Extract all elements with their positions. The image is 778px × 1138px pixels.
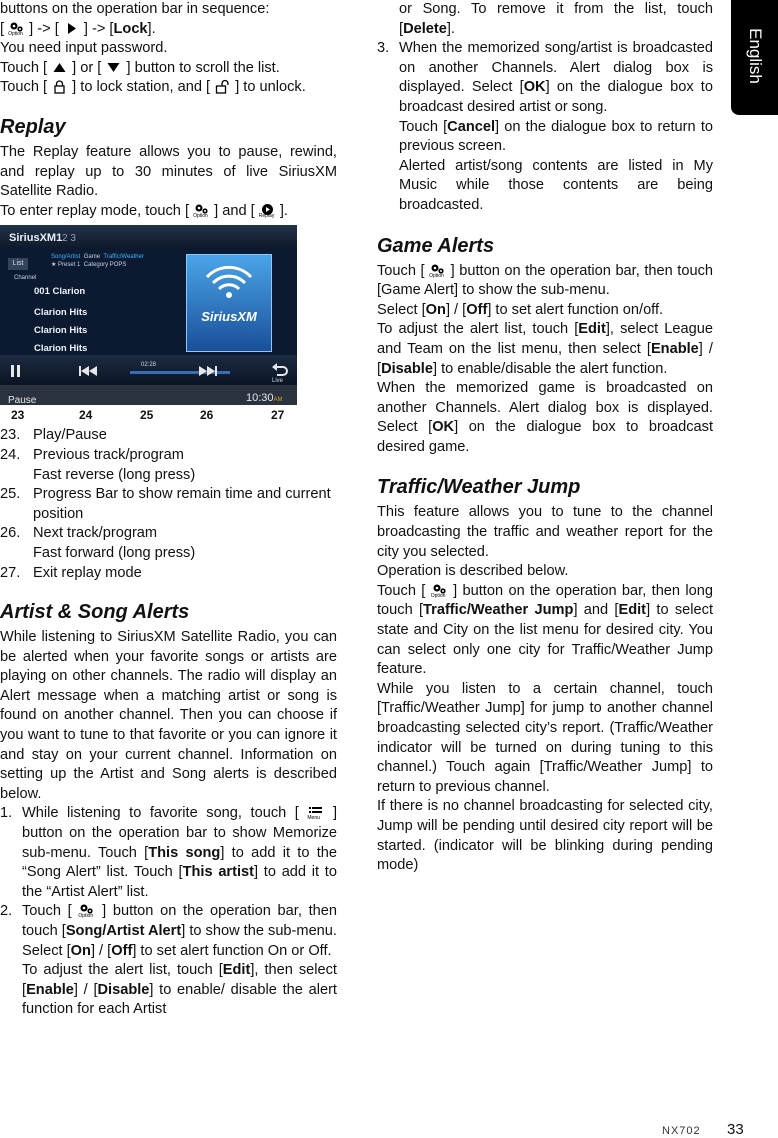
signal-icon <box>187 255 271 305</box>
arrow-right-icon <box>64 21 79 36</box>
traffic-p1: This feature allows you to tune to the channel broadcasting the traffic and weather report for the city you selected. <box>377 504 713 560</box>
screen-row: Clarion Hits <box>34 307 88 319</box>
option-icon: Option <box>9 21 24 36</box>
pause-icon <box>10 364 22 378</box>
replay-legend <box>0 426 337 583</box>
right-column <box>377 0 713 876</box>
screen-title: SiriusXM1 <box>9 232 63 245</box>
triangle-up-icon <box>52 60 67 75</box>
menu-icon: Menu <box>308 805 323 820</box>
option-icon: Option <box>79 903 94 918</box>
alerts-description: While listening to SiriusXM Satellite Radio, you can be alerted when your favorite songs or artists are playing on other channels. The radio will display an Alert message when a matching artist or song is found on another channel. Then you can choose if you want to tune to that favorite or you can ignore it and stay on your current channel. Information on setting up the Artist and Song alerts is described below. <box>0 629 337 802</box>
unlock-icon <box>215 79 230 94</box>
game-alerts-p3: To adjust the alert list, touch [Edit], select League and Team on the list menu, then select [Enable] / [Disable] to enable/disable the alert function. <box>377 321 713 377</box>
traffic-p3: Touch [ Option ] button on the operation bar, then long touch [Traffic/Weather Jump] and [Edit] to select state and City on the list menu for desired city. You can select only one city for Traffic/Weather Jump feature. <box>377 582 713 678</box>
triangle-down-icon <box>106 60 121 75</box>
replay-screen-image <box>0 225 297 405</box>
screen-channels: 2 3 <box>62 233 76 245</box>
alerts-mymusic-line: Alerted artist/song contents are listed in My Music while those contents are being broadcasted. <box>399 157 713 213</box>
replay-icon: Replay <box>260 203 275 218</box>
language-tab <box>731 0 778 115</box>
option-icon: Option <box>432 583 447 598</box>
legend-item: 25. Progress Bar to show remain time and current position <box>0 486 331 522</box>
game-alerts-p1: Touch [ Option ] button on the operation bar, then touch [Game Alert] to show the sub-menu. <box>377 262 713 299</box>
replay-description: The Replay feature allows you to pause, rewind, and replay up to 30 minutes of live SiriusXM Satellite Radio. <box>0 143 337 200</box>
callout-24: 24 <box>79 408 93 423</box>
replay-enter-line: To enter replay mode, touch [ Option ] and [ Replay ]. <box>0 202 288 219</box>
legend-item: 26. Next track/program Fast forward (long press) <box>0 525 196 561</box>
screen-list-button: List <box>8 258 28 270</box>
traffic-p5: If there is no channel broadcasting for selected city, Jump will be pending until desired city report will be started. (indicator will be blinking during pending mode) <box>377 798 713 874</box>
traffic-heading: Traffic/Weather Jump <box>377 476 581 499</box>
alerts-step-1: 1. While listening to favorite song, touch [ Menu ] button on the operation bar to show Memorize sub-menu. Touch [This song] to add it to the “Song Alert” list. Touch [This artist] to add it to the “Artist Alert” list. <box>0 805 337 900</box>
alerts-heading: Artist & Song Alerts <box>0 601 190 624</box>
alerts-select-line: Select [On] / [Off] to set alert function On or Off. <box>22 942 332 959</box>
game-alerts-heading: Game Alerts <box>377 234 495 257</box>
live-label: Live <box>272 378 284 385</box>
screen-meta: Song/Artist Game Traffic/Weather ★ Preset 1 Category POPS <box>51 254 144 269</box>
lock-icon <box>52 79 67 94</box>
exit-replay-icon <box>271 362 289 376</box>
alerts-delete-line: or Song. To remove it from the list, touch [Delete]. <box>399 1 713 37</box>
screen-row: 001 Clarion <box>34 286 86 298</box>
siriusxm-logo: SiriusXM <box>186 254 272 352</box>
scroll-line: Touch [ ] or [ ] button to scroll the list. <box>0 59 280 76</box>
screen-row: Clarion Hits <box>34 325 88 337</box>
alerts-cancel-line: Touch [Cancel] on the dialogue box to return to previous screen. <box>399 118 713 155</box>
previous-track-icon <box>78 365 98 377</box>
page-number: 33 <box>727 1121 744 1138</box>
model-name: NX702 <box>662 1125 701 1137</box>
callout-27: 27 <box>271 408 285 423</box>
replay-heading: Replay <box>0 115 66 138</box>
alerts-step-2: 2. Touch [ Option ] button on the operation bar, then touch [Song/Artist Alert] to show the sub-menu. <box>0 903 337 939</box>
left-column <box>0 0 337 1020</box>
game-alerts-p2: Select [On] / [Off] to set alert function on/off. <box>377 301 664 318</box>
alerts-step-3: 3. When the memorized song/artist is broadcasted on another Channels. Alert dialog box is displayed. Select [OK] on the dialogue box to broadcast desired artist or song. <box>377 40 713 115</box>
option-icon: Option <box>194 203 209 218</box>
screen-row: Clarion Hits <box>34 343 88 355</box>
clock: 10:30AM <box>246 392 283 405</box>
traffic-p4: While you listen to a certain channel, touch [Traffic/Weather Jump] for jump to another channel broadcasting selected city’s report. (Traffic/Weather indicator will be turned on during tuning to this channel.) Touch again [Traffic/Weather Jump] to return to previous channel. <box>377 680 713 795</box>
callout-25: 25 <box>140 408 154 423</box>
alerts-adjust-line: To adjust the alert list, touch [Edit], then select [Enable] / [Disable] to enable/ disable the alert function for each Artist <box>22 962 337 1018</box>
option-icon: Option <box>430 263 445 278</box>
lock-line: Touch [ ] to lock station, and [ ] to unlock. <box>0 79 306 96</box>
legend-item: 27. Exit replay mode <box>0 564 142 581</box>
pause-status: Pause <box>8 395 37 406</box>
progress-time: 02:28 <box>141 362 157 369</box>
intro-line: buttons on the operation bar in sequence: <box>0 1 270 17</box>
callout-26: 26 <box>200 408 214 423</box>
language-tab-label: English <box>745 28 765 84</box>
legend-item: 23. Play/Pause <box>0 427 107 444</box>
screen-channel-label: Channel <box>14 275 37 282</box>
password-line: You need input password. <box>0 40 168 57</box>
callout-23: 23 <box>11 408 25 423</box>
game-alerts-p4: When the memorized game is broadcasted on another Channels. Alert dialog box is displayed. Select [OK] on the dialogue box to broadcast desired game. <box>377 380 713 455</box>
screen-callouts <box>0 405 297 423</box>
legend-item: 24. Previous track/program Fast reverse (long press) <box>0 446 196 483</box>
lock-sequence: [ Option ] -> [ ] -> [Lock]. <box>0 20 156 37</box>
traffic-p2: Operation is described below. <box>377 563 569 580</box>
next-track-icon <box>198 365 218 377</box>
